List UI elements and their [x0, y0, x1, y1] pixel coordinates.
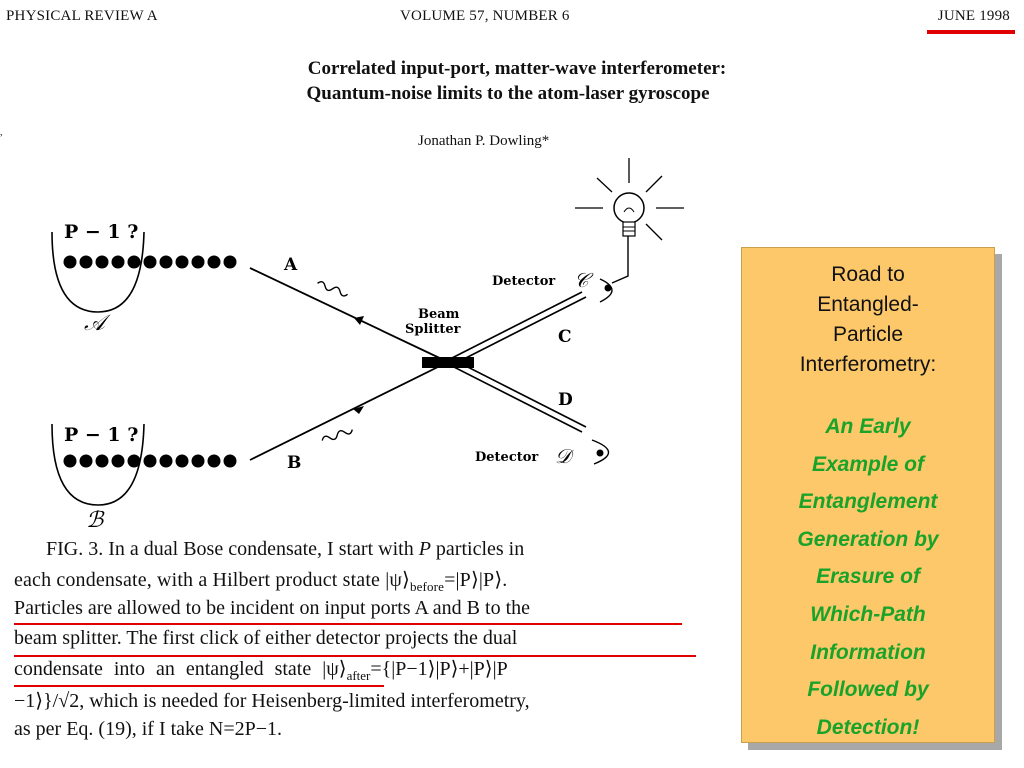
condensate-b-label: ℬ [86, 508, 104, 530]
caption-underline-3 [14, 685, 384, 687]
atom-dot [96, 455, 109, 468]
beam-splitter-label1: Beam [418, 307, 460, 322]
paper-title-line1: Correlated input-port, matter-wave interferometer: [307, 58, 727, 79]
path-c-line1 [448, 292, 582, 360]
atom-dot [80, 256, 93, 269]
atom-dot [176, 455, 189, 468]
atom-dot [128, 455, 141, 468]
atom-dot [64, 256, 77, 269]
volume-number: VOLUME 57, NUMBER 6 [400, 8, 570, 24]
atoms-row-b [64, 455, 237, 468]
top-count-label: P − 1 ? [64, 221, 139, 243]
paper-title-line2: Quantum-noise limits to the atom-laser gyroscope [306, 83, 710, 104]
caption-line6: −1⟩}/√2, which is needed for Heisenberg-limited interferometry, [14, 690, 530, 712]
caption-line2: each condensate, with a Hilbert product state $|\psi⟩_{before}=|P⟩|P⟩$. [14, 569, 508, 594]
atom-dot [160, 256, 173, 269]
caption-line3: Particles are allowed to be incident on input ports A and B to the [14, 597, 531, 619]
atom-dot [112, 256, 125, 269]
atom-dot [176, 256, 189, 269]
detector-c-wire [612, 236, 628, 283]
callout-heading: Road to Entangled- Particle Interferometry: [799, 263, 937, 376]
publication-date: JUNE 1998 [937, 8, 1010, 24]
atom-dot [64, 455, 77, 468]
detector-c-symbol: 𝒞 [574, 268, 589, 292]
output-c-label: C [558, 327, 572, 347]
atom-dot [192, 256, 205, 269]
detector-d-symbol: 𝒟 [555, 444, 571, 468]
caption-underline-2 [14, 655, 696, 657]
caption-line7: as per Eq. (19), if I take N=2P−1. [14, 718, 283, 740]
detector-d-dot [597, 450, 604, 457]
journal-name: PHYSICAL REVIEW A [6, 8, 158, 24]
author-name: Jonathan P. Dowling* [418, 133, 550, 149]
detector-d-label: Detector [475, 450, 539, 465]
port-a-label: A [284, 255, 298, 275]
atom-dot [224, 256, 237, 269]
caption-line1: FIG. 3. In a dual Bose condensate, I start with P particles in [46, 538, 525, 560]
atom-dot [192, 455, 205, 468]
atom-dot [128, 256, 141, 269]
path-b-line [250, 362, 448, 460]
condensate-a-bowl [52, 232, 144, 312]
atom-dot [144, 455, 157, 468]
interferometer-figure [0, 150, 720, 530]
detector-c-label: Detector [492, 274, 556, 289]
photon-b-squiggle [321, 427, 353, 444]
atom-dot [112, 455, 125, 468]
callout-box [741, 247, 995, 743]
caption-line4: beam splitter. The first click of either detector projects the dual [14, 627, 518, 649]
atom-dot [80, 455, 93, 468]
atom-dot [224, 455, 237, 468]
atom-dot [144, 256, 157, 269]
atom-dot [208, 256, 221, 269]
callout-body: An Early Example of Entanglement Generation by Erasure of Which-Path Information Followed by Detection! [797, 415, 939, 739]
caption-line5: condensate into an entangled state $|\psi⟩_{after}=\{|P-1⟩|P⟩+|P⟩|P$ [14, 658, 508, 683]
photon-a-squiggle [317, 281, 349, 298]
atom-dot [96, 256, 109, 269]
date-underline [927, 30, 1015, 34]
margin-mark: , [0, 127, 3, 138]
bottom-count-label: P − 1 ? [64, 424, 139, 446]
atoms-row-a [64, 256, 237, 269]
output-d-label: D [558, 390, 573, 410]
atom-dot [208, 455, 221, 468]
atom-dot [160, 455, 173, 468]
beam-splitter-label2: Splitter [405, 322, 461, 337]
condensate-a-label: 𝒜 [84, 311, 105, 336]
caption-underline-1 [14, 623, 682, 625]
port-b-label: B [287, 453, 302, 473]
